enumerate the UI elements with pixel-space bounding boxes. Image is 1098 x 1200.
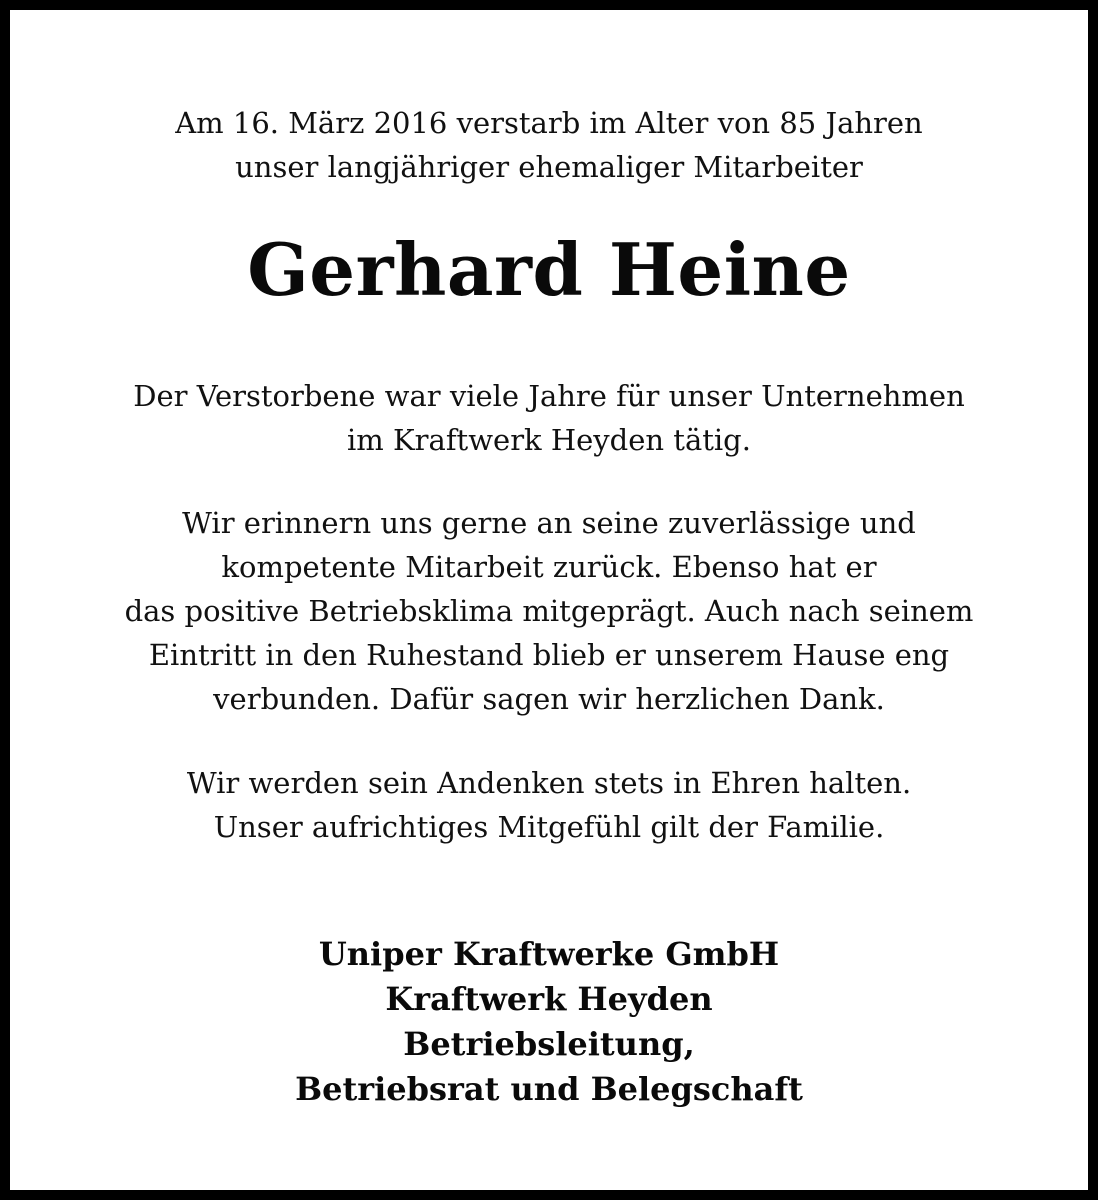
paragraph-line: kompetente Mitarbeit zurück. Ebenso hat er — [221, 550, 877, 584]
paragraph-line: Wir werden sein Andenken stets in Ehren halten. — [186, 766, 912, 800]
paragraph-line: verbunden. Dafür sagen wir herzlichen Dank. — [213, 682, 885, 716]
paragraph-line: Unser aufrichtiges Mitgefühl gilt der Familie. — [213, 810, 885, 844]
deceased-name — [20, 220, 1078, 320]
signature-block — [20, 932, 1078, 1112]
intro-line: Am 16. März 2016 verstarb im Alter von 85 Jahren — [175, 106, 923, 140]
paragraph-condolence — [20, 761, 1078, 849]
deceased-name-text: Gerhard Heine — [247, 227, 851, 312]
signature-line: Uniper Kraftwerke GmbH — [318, 935, 780, 973]
paragraph-line: Eintritt in den Ruhestand blieb er unserem Hause eng — [148, 638, 950, 672]
intro-text — [20, 101, 1078, 189]
signature-line: Betriebsrat und Belegschaft — [295, 1070, 803, 1108]
paragraph-line: das positive Betriebsklima mitgeprägt. Auch nach seinem — [124, 594, 974, 628]
obituary-content — [20, 10, 1078, 1190]
paragraph-line: Wir erinnern uns gerne an seine zuverlässige und — [182, 506, 916, 540]
signature-line: Betriebsleitung, — [403, 1025, 695, 1063]
signature-line: Kraftwerk Heyden — [385, 980, 713, 1018]
paragraph-employment — [20, 374, 1078, 462]
paragraph-line: im Kraftwerk Heyden tätig. — [347, 423, 751, 457]
intro-line: unser langjähriger ehemaliger Mitarbeiter — [235, 150, 863, 184]
paragraph-line: Der Verstorbene war viele Jahre für unser Unternehmen — [133, 379, 965, 413]
paragraph-gratitude — [20, 501, 1078, 721]
